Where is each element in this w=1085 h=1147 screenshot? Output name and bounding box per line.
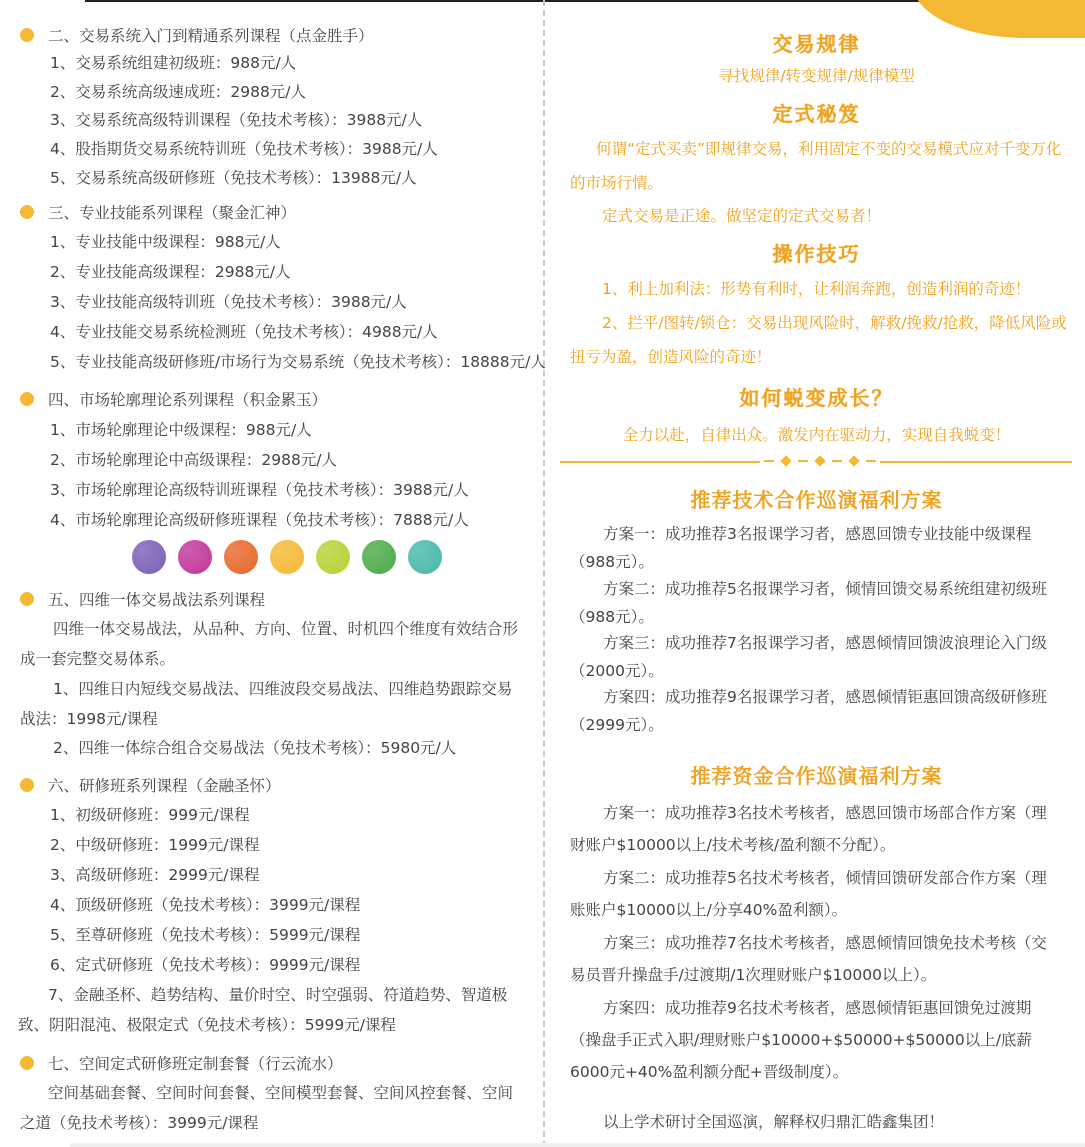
- color-circle: [132, 540, 166, 574]
- paragraph: 1、利上加利法：形势有利时，让利润奔跑，创造利润的奇迹！: [602, 280, 1031, 298]
- course-item: 3、市场轮廓理论高级特训班课程（免技术考核）：3988元/人: [50, 481, 469, 499]
- color-circles: [132, 540, 442, 574]
- section-paragraph: 7、金融圣杯、趋势结构、量价时空、时空强弱、符道趋势、智道极致、阴阳混沌、极限定式（免技术考核）：5999元/课程: [18, 986, 508, 1034]
- divider: [560, 461, 1072, 463]
- course-item: 1、市场轮廓理论中级课程：988元/人: [50, 421, 312, 439]
- section-title: 三、专业技能系列课程（聚金汇神）: [48, 204, 297, 222]
- plan-item: 方案二：成功推荐5名技术考核者，倾情回馈研发部合作方案（理账账户$10000以上/分享40%盈利额）。: [570, 869, 1047, 919]
- section-title: 五、四维一体交易战法系列课程: [48, 591, 266, 609]
- course-item: 3、高级研修班：2999元/课程: [50, 866, 260, 884]
- heading-techniques: 操作技巧: [772, 242, 861, 266]
- course-item: 2、中级研修班：1999元/课程: [50, 836, 260, 854]
- color-circle: [224, 540, 258, 574]
- course-item: 4、股指期货交易系统特训班（免技术考核）：3988元/人: [50, 140, 438, 158]
- section-heading: [20, 773, 281, 797]
- plan-item: 方案一：成功推荐3名报课学习者，感恩回馈专业技能中级课程（988元）。: [570, 525, 1032, 571]
- subtitle: 全力以赴，自律出众。激发内在驱动力，实现自我蜕变！: [622, 426, 1011, 444]
- course-item: 5、交易系统高级研修班（免技术考核）：13988元/人: [50, 169, 417, 187]
- paragraph: 何谓“定式买卖”即规律交易，利用固定不变的交易模式应对千变万化的市场行情。: [570, 140, 1062, 192]
- bullet-icon: [20, 1056, 34, 1070]
- course-item: 2、专业技能高级课程：2988元/人: [50, 263, 291, 281]
- course-item: 2、交易系统高级速成班：2988元/人: [50, 83, 307, 101]
- color-circle: [408, 540, 442, 574]
- heading-trading-rules: 交易规律: [772, 32, 861, 56]
- section-heading: [20, 387, 327, 411]
- bullet-icon: [20, 205, 34, 219]
- course-item: 1、交易系统组建初级班：988元/人: [50, 54, 297, 72]
- course-item: 1、初级研修班：999元/课程: [50, 806, 250, 824]
- course-item: 3、专业技能高级特训班（免技术考核）：3988元/人: [50, 293, 407, 311]
- bullet-icon: [20, 28, 34, 42]
- section-title: 二、交易系统入门到精通系列课程（点金胜手）: [48, 27, 374, 45]
- section-paragraph: 1、四维日内短线交易战法、四维波段交易战法、四维趋势跟踪交易战法：1998元/课程: [20, 680, 513, 728]
- section-paragraph: 空间基础套餐、空间时间套餐、空间模型套餐、空间风控套餐、空间之道（免技术考核）：3999元/课程: [20, 1084, 514, 1132]
- bullet-icon: [20, 778, 34, 792]
- plan-item: 方案三：成功推荐7名报课学习者，感恩倾情回馈波浪理论入门级（2000元）。: [570, 634, 1047, 680]
- heading-growth: 如何蜕变成长？: [739, 386, 894, 410]
- course-item: 4、市场轮廓理论高级研修班课程（免技术考核）：7888元/人: [50, 511, 469, 529]
- plan-item: 方案三：成功推荐7名技术考核者，感恩倾情回馈免技术考核（交易员晋升操盘手/过渡期/1次理财账户$10000以上）。: [570, 934, 1047, 984]
- tech-plan-title: 推荐技术合作巡演福利方案: [690, 488, 943, 512]
- course-item: 5、专业技能高级研修班/市场行为交易系统（免技术考核）：18888元/人: [50, 353, 546, 371]
- course-item: 4、专业技能交易系统检测班（免技术考核）：4988元/人: [50, 323, 438, 341]
- color-circle: [270, 540, 304, 574]
- course-item: 5、至尊研修班（免技术考核）：5999元/课程: [50, 926, 361, 944]
- course-item: 2、市场轮廓理论中高级课程：2988元/人: [50, 451, 338, 469]
- section-heading: [20, 587, 265, 611]
- heading-fixed-pattern: 定式秘笈: [772, 102, 861, 126]
- subtitle: 寻找规律/转变规律/规律模型: [718, 67, 915, 85]
- footer-note: 以上学术研讨全国巡演，解释权归鼎汇皓鑫集团！: [603, 1113, 945, 1131]
- bullet-icon: [20, 592, 34, 606]
- section-heading: [20, 23, 374, 47]
- plan-item: 方案四：成功推荐9名技术考核者，感恩倾情钜惠回馈免过渡期（操盘手正式入职/理财账户$10000+$50000+$50000以上/底薪6000元+40%盈利额分配+晋级制度）。: [570, 999, 1032, 1081]
- course-item: 3、交易系统高级特训课程（免技术考核）：3988元/人: [50, 111, 423, 129]
- info-column: [548, 0, 1085, 1147]
- color-circle: [362, 540, 396, 574]
- section-paragraph: 2、四维一体综合组合交易战法（免技术考核）：5980元/人: [53, 739, 457, 757]
- fund-plan-title: 推荐资金合作巡演福利方案: [690, 764, 943, 788]
- course-item: 1、专业技能中级课程：988元/人: [50, 233, 281, 251]
- paragraph: 2、拦平/图转/锁仓：交易出现风险时，解救/挽救/抢救，降低风险或扭亏为盈，创造风险的奇迹！: [570, 314, 1067, 366]
- course-item: 4、顶级研修班（免技术考核）：3999元/课程: [50, 896, 361, 914]
- section-heading: [20, 200, 296, 224]
- color-circle: [316, 540, 350, 574]
- plan-item: 方案一：成功推荐3名技术考核者，感恩回馈市场部合作方案（理财账户$10000以上/技术考核/盈利额不分配）。: [570, 804, 1047, 854]
- color-circle: [178, 540, 212, 574]
- bullet-icon: [20, 392, 34, 406]
- section-heading: [20, 1051, 343, 1075]
- section-title: 七、空间定式研修班定制套餐（行云流水）: [48, 1055, 343, 1073]
- plan-item: 方案二：成功推荐5名报课学习者，倾情回馈交易系统组建初级班（988元）。: [570, 580, 1047, 626]
- paragraph: 定式交易是正途。做坚定的定式交易者！: [602, 207, 882, 225]
- column-divider: [543, 0, 545, 1147]
- section-title: 四、市场轮廓理论系列课程（积金累玉）: [48, 391, 328, 409]
- section-title: 六、研修班系列课程（金融圣怀）: [48, 777, 281, 795]
- section-paragraph: 四维一体交易战法，从品种、方向、位置、时机四个维度有效结合形成一套完整交易体系。: [20, 620, 519, 668]
- course-item: 6、定式研修班（免技术考核）：9999元/课程: [50, 956, 361, 974]
- plan-item: 方案四：成功推荐9名报课学习者，感恩倾情钜惠回馈高级研修班（2999元）。: [570, 688, 1047, 734]
